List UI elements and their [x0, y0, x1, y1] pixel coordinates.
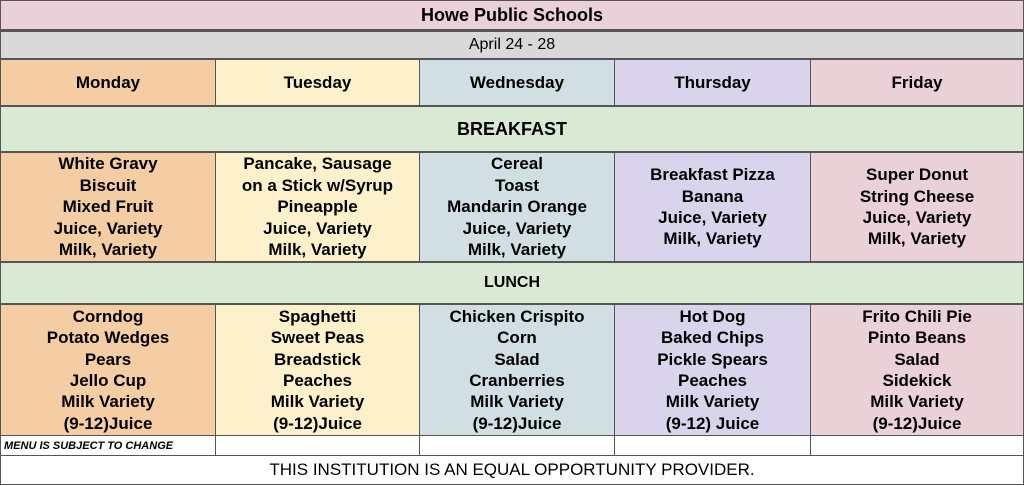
menu-item: Juice, Variety	[862, 208, 972, 227]
lunch-heading: LUNCH	[0, 262, 1024, 304]
menu-item: Potato Wedges	[46, 328, 170, 348]
empty-cell	[216, 436, 420, 456]
menu-item: Cranberries	[469, 371, 565, 390]
menu-item: Milk, Variety	[867, 229, 967, 249]
menu-item: (9-12)Juice	[273, 413, 362, 433]
lunch-row	[0, 304, 1024, 436]
menu-item: Milk, Variety	[268, 240, 367, 260]
menu-item: Salad	[894, 349, 940, 369]
breakfast-row	[0, 152, 1024, 262]
lunch-monday	[0, 304, 216, 436]
menu-item: Mixed Fruit	[62, 197, 154, 217]
empty-cell	[811, 436, 1024, 456]
menu-item: Milk, Variety	[58, 240, 158, 260]
breakfast-wednesday	[420, 152, 615, 262]
menu-change-note: MENU IS SUBJECT TO CHANGE	[0, 436, 216, 456]
menu-item: Chicken Crispito	[449, 306, 585, 326]
menu-item: Cereal	[491, 154, 543, 174]
breakfast-heading: BREAKFAST	[0, 106, 1024, 152]
school-title: Howe Public Schools	[0, 0, 1024, 30]
menu-item: Banana	[681, 186, 744, 206]
breakfast-friday	[811, 152, 1024, 262]
menu-item: Milk Variety	[470, 392, 564, 412]
empty-cell	[615, 436, 811, 456]
day-header-friday: Friday	[811, 59, 1024, 106]
menu-item: Toast	[494, 175, 540, 195]
menu-item: Pears	[84, 349, 132, 369]
menu-item: Milk, Variety	[663, 229, 762, 249]
day-header-row	[0, 59, 1024, 106]
menu-item: Breakfast Pizza	[650, 165, 775, 185]
lunch-friday	[811, 304, 1024, 436]
menu-item: Breadstick	[274, 349, 361, 369]
breakfast-thursday	[615, 152, 811, 262]
menu-item: Pinto Beans	[867, 328, 967, 348]
menu-item: Baked Chips	[661, 328, 764, 348]
menu-item: Milk, Variety	[467, 240, 567, 260]
menu-item: White Gravy	[58, 154, 158, 174]
empty-cell	[420, 436, 615, 456]
menu-item: Juice, Variety	[53, 218, 163, 238]
note-row	[0, 436, 1024, 456]
breakfast-monday	[0, 152, 216, 262]
lunch-tuesday	[216, 304, 420, 436]
menu-item: String Cheese	[859, 186, 975, 206]
menu-item: Frito Chili Pie	[862, 306, 972, 326]
menu-item: Spaghetti	[278, 306, 357, 326]
menu-item: Hot Dog	[679, 306, 746, 326]
menu-item: Biscuit	[79, 175, 137, 195]
menu-item: Sweet Peas	[270, 328, 365, 348]
menu-item: Salad	[494, 349, 540, 369]
menu-item: (9-12)Juice	[472, 413, 562, 433]
menu-item: Super Donut	[866, 165, 968, 185]
breakfast-tuesday	[216, 152, 420, 262]
menu-item: Milk Variety	[665, 392, 760, 412]
menu-item: Pickle Spears	[657, 349, 768, 369]
menu-item: Jello Cup	[69, 371, 147, 390]
lunch-wednesday	[420, 304, 615, 436]
menu-item: Juice, Variety	[263, 218, 372, 238]
menu-item: Juice, Variety	[462, 218, 572, 238]
menu-item: Milk Variety	[270, 392, 365, 412]
date-range: April 24 - 28	[0, 30, 1024, 59]
menu-item: (9-12)Juice	[63, 413, 153, 433]
lunch-thursday	[615, 304, 811, 436]
menu-item: Peaches	[283, 371, 352, 390]
day-header-tuesday: Tuesday	[216, 59, 420, 106]
menu-item: Sidekick	[882, 371, 952, 390]
menu-item: (9-12) Juice	[665, 413, 760, 433]
menu-item: Corn	[497, 328, 537, 348]
menu-item: Mandarin Orange	[447, 197, 587, 217]
menu-item: Milk Variety	[870, 392, 964, 412]
menu-item: Pancake, Sausage	[243, 154, 392, 174]
day-header-monday: Monday	[0, 59, 216, 106]
menu-item: Corndog	[72, 306, 144, 326]
equal-opportunity-footer: THIS INSTITUTION IS AN EQUAL OPPORTUNITY PROVIDER.	[0, 456, 1024, 485]
menu-item: Milk Variety	[61, 392, 155, 412]
menu-item: (9-12)Juice	[872, 413, 962, 433]
menu-item: Peaches	[678, 371, 747, 390]
menu-item: on a Stick w/Syrup	[241, 175, 394, 195]
menu-item: Pineapple	[277, 197, 358, 217]
day-header-thursday: Thursday	[615, 59, 811, 106]
menu-item: Juice, Variety	[658, 208, 767, 227]
day-header-wednesday: Wednesday	[420, 59, 615, 106]
